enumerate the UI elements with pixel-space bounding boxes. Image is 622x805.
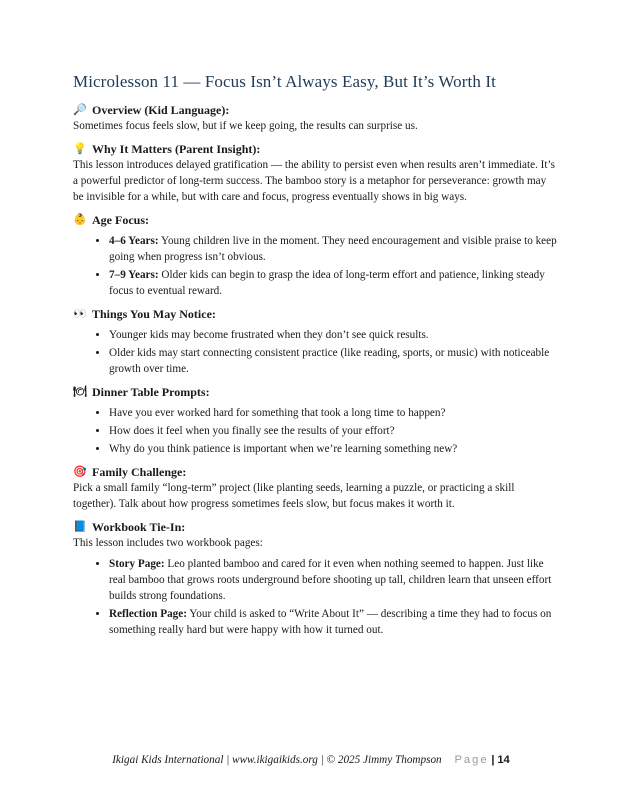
- list-item: • 7–9 Years: Older kids can begin to grasp the idea of long-term effort and patience, linking steady focus to eventual reward.: [109, 267, 558, 299]
- magnifier-icon: 🔎: [73, 104, 87, 116]
- workbook-section: [73, 519, 558, 638]
- age-heading: Age Focus:: [92, 213, 149, 227]
- list-item: • Have you ever worked hard for something that took a long time to happen?: [109, 405, 558, 421]
- challenge-section: [73, 464, 558, 512]
- target-icon: 🎯: [73, 466, 87, 478]
- eyes-icon: 👀: [73, 308, 87, 320]
- book-icon: 📘: [73, 521, 87, 533]
- list-item: • How does it feel when you finally see the results of your effort?: [109, 423, 558, 439]
- document-page: [73, 72, 558, 645]
- challenge-heading: Family Challenge:: [92, 465, 187, 479]
- workbook-heading: Workbook Tie-In:: [92, 520, 186, 534]
- list-item: • Why do you think patience is important when we’re learning something new?: [109, 441, 558, 457]
- workbook-list: [73, 556, 558, 638]
- overview-text: Sometimes focus feels slow, but if we keep going, the results can surprise us.: [73, 120, 418, 132]
- notice-heading: Things You May Notice:: [92, 307, 216, 321]
- list-item: • Older kids may start connecting consistent practice (like reading, sports, or music) with noticeable growth over time.: [109, 345, 558, 377]
- page-number: 14: [497, 754, 510, 766]
- list-item: • Reflection Page: Your child is asked to “Write About It” — describing a time they had to focus on something really hard but were happy with how it turned out.: [109, 606, 558, 638]
- dinner-section: [73, 384, 558, 457]
- why-heading: Why It Matters (Parent Insight):: [92, 142, 261, 156]
- footer-separator: |: [491, 754, 495, 766]
- page-label: Page: [454, 754, 489, 766]
- lightbulb-icon: 💡: [73, 143, 87, 155]
- list-item: • Younger kids may become frustrated when they don’t see quick results.: [109, 327, 558, 343]
- list-item: • 4–6 Years: Young children live in the moment. They need encouragement and visible praise to keep going when progress isn’t obvious.: [109, 233, 558, 265]
- page-footer: [0, 754, 622, 766]
- notice-section: [73, 306, 558, 377]
- age-section: [73, 212, 558, 299]
- footer-text: Ikigai Kids International | www.ikigaikids.org | © 2025 Jimmy Thompson: [112, 754, 442, 766]
- dinner-list: [73, 405, 558, 457]
- age-list: [73, 233, 558, 299]
- dinner-heading: Dinner Table Prompts:: [92, 385, 210, 399]
- overview-heading: Overview (Kid Language):: [92, 103, 230, 117]
- why-text: This lesson introduces delayed gratification — the ability to persist even when results aren’t immediate. It’s a powerful predictor of long-term success. The bamboo story is a metaphor for perseverance: growth may be invisible for a while, but with care and focus, progress eventually shows in big ways.: [73, 159, 555, 203]
- why-section: [73, 141, 558, 205]
- list-item: • Story Page: Leo planted bamboo and cared for it even when nothing seemed to happen. Just like real bamboo that grows roots underground before shooting up tall, children learn that unseen effort builds strong foundations.: [109, 556, 558, 604]
- page-title: Microlesson 11 — Focus Isn’t Always Easy, But It’s Worth It: [73, 72, 496, 91]
- challenge-text: Pick a small family “long-term” project (like planting seeds, learning a puzzle, or practicing a skill together). Talk about how progress sometimes feels slow, but focus makes it worth it.: [73, 482, 515, 510]
- baby-icon: 👶: [73, 214, 87, 226]
- overview-section: [73, 102, 558, 134]
- workbook-text: This lesson includes two workbook pages:: [73, 537, 263, 549]
- notice-list: [73, 327, 558, 377]
- plate-icon: 🍽: [73, 386, 87, 398]
